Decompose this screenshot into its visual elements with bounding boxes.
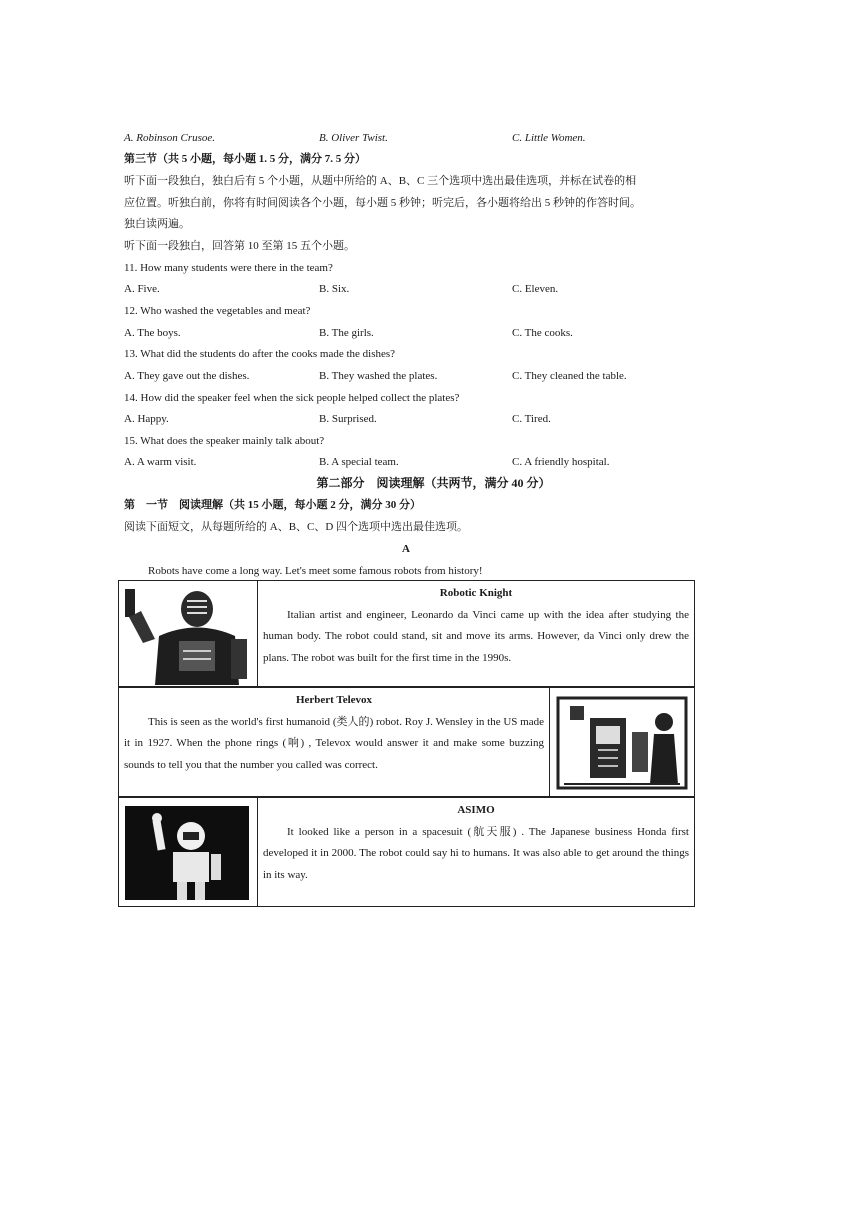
question-option-a: A. Five. bbox=[124, 283, 160, 295]
robots-table-row2 bbox=[118, 687, 695, 797]
q10-option-c: C. Little Women. bbox=[512, 132, 586, 144]
question-option-c: C. Tired. bbox=[512, 413, 551, 425]
robot-row-robotic-knight bbox=[119, 581, 695, 687]
robot-image-cell bbox=[550, 688, 695, 797]
robot-text-cell bbox=[119, 688, 550, 797]
question-option-b: B. They washed the plates. bbox=[319, 370, 438, 382]
robot-row-herbert-televox bbox=[119, 688, 695, 797]
robot-description: This is seen as the world's first humanoid (类人的) robot. Roy J. Wensley in the US made it in 1927. When the phone rings (响) , Televox would answer it and make some buzzing sounds to tell you that the number you called was correct. bbox=[124, 715, 544, 772]
part2-section1-heading: 第 一节 阅读理解（共 15 小题，每小题 2 分，满分 30 分） bbox=[124, 499, 421, 511]
section3-instructions-3: 独白读两遍。 bbox=[124, 218, 190, 230]
question-option-b: B. The girls. bbox=[319, 327, 374, 339]
question-option-b: B. Surprised. bbox=[319, 413, 377, 425]
question-option-c: C. They cleaned the table. bbox=[512, 370, 627, 382]
question-option-c: C. The cooks. bbox=[512, 327, 573, 339]
question-option-a: A. The boys. bbox=[124, 327, 181, 339]
question-option-a: A. They gave out the dishes. bbox=[124, 370, 250, 382]
question-stem: 12. Who washed the vegetables and meat? bbox=[124, 305, 311, 317]
part2-heading: 第二部分 阅读理解（共两节，满分 40 分） bbox=[316, 476, 551, 490]
robot-description: Italian artist and engineer, Leonardo da Vinci came up with the idea after studying the human body. The robot could stand, sit and move its arms. However, da Vinci only drew the plans. The robot was built for the first time in the 1990s. bbox=[263, 608, 689, 665]
passage-label: A bbox=[402, 543, 410, 555]
question-stem: 13. What did the students do after the cooks made the dishes? bbox=[124, 348, 396, 360]
question-option-a: A. Happy. bbox=[124, 413, 169, 425]
robot-row-asimo bbox=[119, 798, 695, 907]
robot-title: Robotic Knight bbox=[439, 587, 513, 599]
section3-instructions-1: 听下面一段独白，独白后有 5 个小题，从题中所给的 A、B、C 三个选项中选出最佳选项，并标在试卷的相 bbox=[124, 175, 637, 187]
robot-description: It looked like a person in a spacesuit (航天服) . The Japanese business Honda first developed it in 2000. The robot could say hi to humans. It was also able to get around the things in its way. bbox=[263, 825, 689, 882]
question-option-b: B. Six. bbox=[319, 283, 350, 295]
question-option-c: C. A friendly hospital. bbox=[512, 456, 610, 468]
robot-title: Herbert Televox bbox=[295, 694, 373, 706]
q10-option-a: A. Robinson Crusoe. bbox=[124, 132, 216, 144]
robots-table bbox=[118, 580, 695, 687]
question-stem: 11. How many students were there in the team? bbox=[124, 262, 333, 274]
robots-table-row3 bbox=[118, 797, 695, 907]
robot-image-cell bbox=[119, 581, 258, 687]
section3-instructions-4: 听下面一段独白，回答第 10 至第 15 五个小题。 bbox=[124, 240, 355, 252]
asimo-photo-icon bbox=[119, 798, 257, 906]
section3-instructions-2: 应位置。听独白前，你将有时间阅读各个小题，每小题 5 秒钟；听完后，各小题将给出 5 秒钟的作答时间。 bbox=[124, 197, 641, 209]
robot-title: ASIMO bbox=[457, 804, 495, 816]
robot-text-cell bbox=[258, 581, 695, 687]
passage-intro: Robots have come a long way. Let's meet some famous robots from history! bbox=[148, 565, 483, 577]
question-option-c: C. Eleven. bbox=[512, 283, 559, 295]
robot-text-cell bbox=[258, 798, 695, 907]
question-option-b: B. A special team. bbox=[319, 456, 399, 468]
question-stem: 14. How did the speaker feel when the sick people helped collect the plates? bbox=[124, 392, 460, 404]
question-option-a: A. A warm visit. bbox=[124, 456, 197, 468]
herbert-televox-photo-icon bbox=[550, 688, 694, 796]
robot-image-cell bbox=[119, 798, 258, 907]
q10-option-b: B. Oliver Twist. bbox=[319, 132, 388, 144]
robotic-knight-photo-icon bbox=[119, 581, 257, 686]
part2-instructions: 阅读下面短文，从每题所给的 A、B、C、D 四个选项中选出最佳选项。 bbox=[124, 521, 469, 533]
section3-heading: 第三节（共 5 小题，每小题 1. 5 分，满分 7. 5 分） bbox=[124, 153, 366, 165]
question-stem: 15. What does the speaker mainly talk about? bbox=[124, 435, 325, 447]
